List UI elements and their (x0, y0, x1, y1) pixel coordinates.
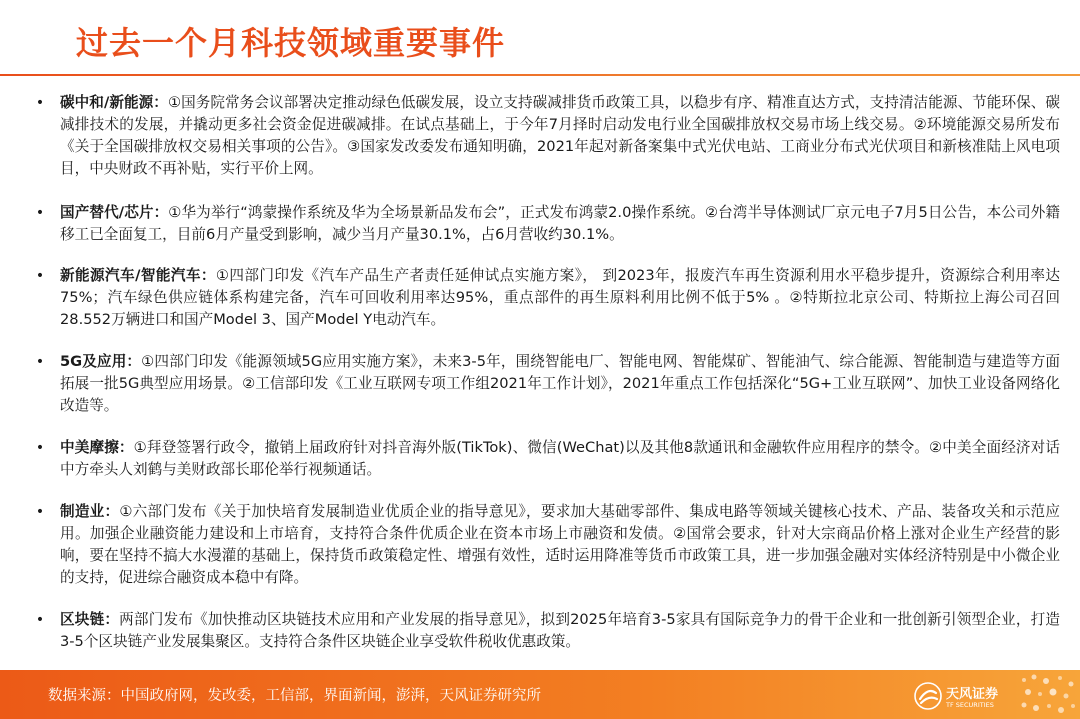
item-text: ①国务院常务会议部署决定推动绿色低碳发展，设立支持碳减排货币政策工具，以稳步有序、精准直达方式，支持清洁能源、节能环保、碳减排技术的发展，并撬动更多社会资金促进碳减排。在试点基础上，于今年7月择时启动发电行业全国碳排放权交易市场上线交易。②环境能源交易所发布《关于全国碳排放权交易相关事项的公告》。③国家发改委发布通知明确，2021年起对新备案集中式光伏电站、工商业分布式光伏项目和新核准陆上风电项目，中央财政不再补贴，实行平价上网。 (60, 94, 1060, 177)
list-item (30, 501, 1060, 589)
bullet-icon: • (35, 354, 45, 370)
item-heading: 制造业： (60, 503, 120, 520)
data-source: 数据来源：中国政府网，发改委，工信部，界面新闻，澎湃，天风证券研究所 (48, 688, 541, 704)
list-item (30, 202, 1060, 246)
item-text: ①拜登签署行政令，撤销上届政府针对抖音海外版(TikTok)、微信(WeChat)以及其他8款通讯和金融软件应用程序的禁令。②中美全面经济对话中方牵头人刘鹤与美财政部长耶伦举行视频通话。 (60, 439, 1060, 478)
item-text: ①四部门印发《能源领域5G应用实施方案》，未来3-5年，围绕智能电厂、智能电网、智能煤矿、智能油气、综合能源、智能制造与建造等方面拓展一批5G典型应用场景。②工信部印发《工业互联网专项工作组2021年工作计划》，2021年重点工作包括深化“5G+工业互联网”、加快工业设备网络化改造等。 (60, 353, 1061, 414)
footer-bar (0, 670, 1080, 719)
item-heading: 区块链： (60, 611, 120, 628)
list-item (30, 92, 1060, 192)
logo-text-cn: 天风证券 (946, 687, 999, 702)
list-item (30, 437, 1060, 481)
list-item (30, 351, 1060, 417)
bullet-icon: • (35, 612, 45, 628)
title-divider (0, 74, 1080, 76)
item-heading: 中美摩擦： (60, 439, 134, 456)
logo-text-en: TF SECURITIES (946, 701, 994, 709)
item-heading: 新能源汽车/智能汽车： (60, 267, 216, 284)
item-heading: 5G及应用： (60, 353, 142, 370)
tianfeng-logo-icon (912, 681, 944, 711)
bullet-icon: • (35, 95, 45, 111)
event-list (30, 92, 1060, 653)
brand-logo (912, 677, 1012, 715)
decorative-dots-icon (1018, 672, 1078, 718)
bullet-icon: • (35, 504, 45, 520)
item-text: 两部门发布《加快推动区块链技术应用和产业发展的指导意见》，拟到2025年培育3-5家具有国际竞争力的骨干企业和一批创新引领型企业，打造3-5个区块链产业发展集聚区。支持符合条件区块链企业享受软件税收优惠政策。 (60, 611, 1060, 650)
item-heading: 碳中和/新能源： (60, 94, 168, 111)
page-title: 过去一个月科技领域重要事件 (76, 24, 506, 62)
item-text: ①华为举行“鸿蒙操作系统及华为全场景新品发布会”，正式发布鸿蒙2.0操作系统。②台湾半导体测试厂京元电子7月5日公告，本公司外籍移工已全面复工，目前6月产量受到影响，减少当月产量30.1%，占6月营收约30.1%。 (60, 204, 1060, 243)
item-text: ①六部门发布《关于加快培育发展制造业优质企业的指导意见》，要求加大基础零部件、集成电路等领域关键核心技术、产品、装备攻关和示范应用。加强企业融资能力建设和上市培育，支持符合条件优质企业在资本市场上市融资和发债。②国常会要求，针对大宗商品价格上涨对企业生产经营的影响，要在坚持不搞大水漫灌的基础上，保持货币政策稳定性、增强有效性，适时运用降准等货币市政策工具，进一步加强金融对实体经济特别是中小微企业的支持，促进综合融资成本稳中有降。 (60, 503, 1060, 586)
item-heading: 国产替代/芯片： (60, 204, 169, 221)
item-text: ①四部门印发《汽车产品生产者责任延伸试点实施方案》， 到2023年，报废汽车再生资源利用水平稳步提升，资源综合利用率达75%；汽车绿色供应链体系构建完备，汽车可回收利用率达95%，重点部件的再生原料利用比例不低于5% 。②特斯拉北京公司、特斯拉上海公司召回28.552万辆进口和国产Model 3、国产Model Y电动汽车。 (60, 267, 1060, 328)
bullet-icon: • (35, 268, 45, 284)
bullet-icon: • (35, 440, 45, 456)
title-bar (0, 0, 1080, 80)
list-item (30, 265, 1060, 331)
bullet-icon: • (35, 205, 45, 221)
list-item (30, 609, 1060, 653)
